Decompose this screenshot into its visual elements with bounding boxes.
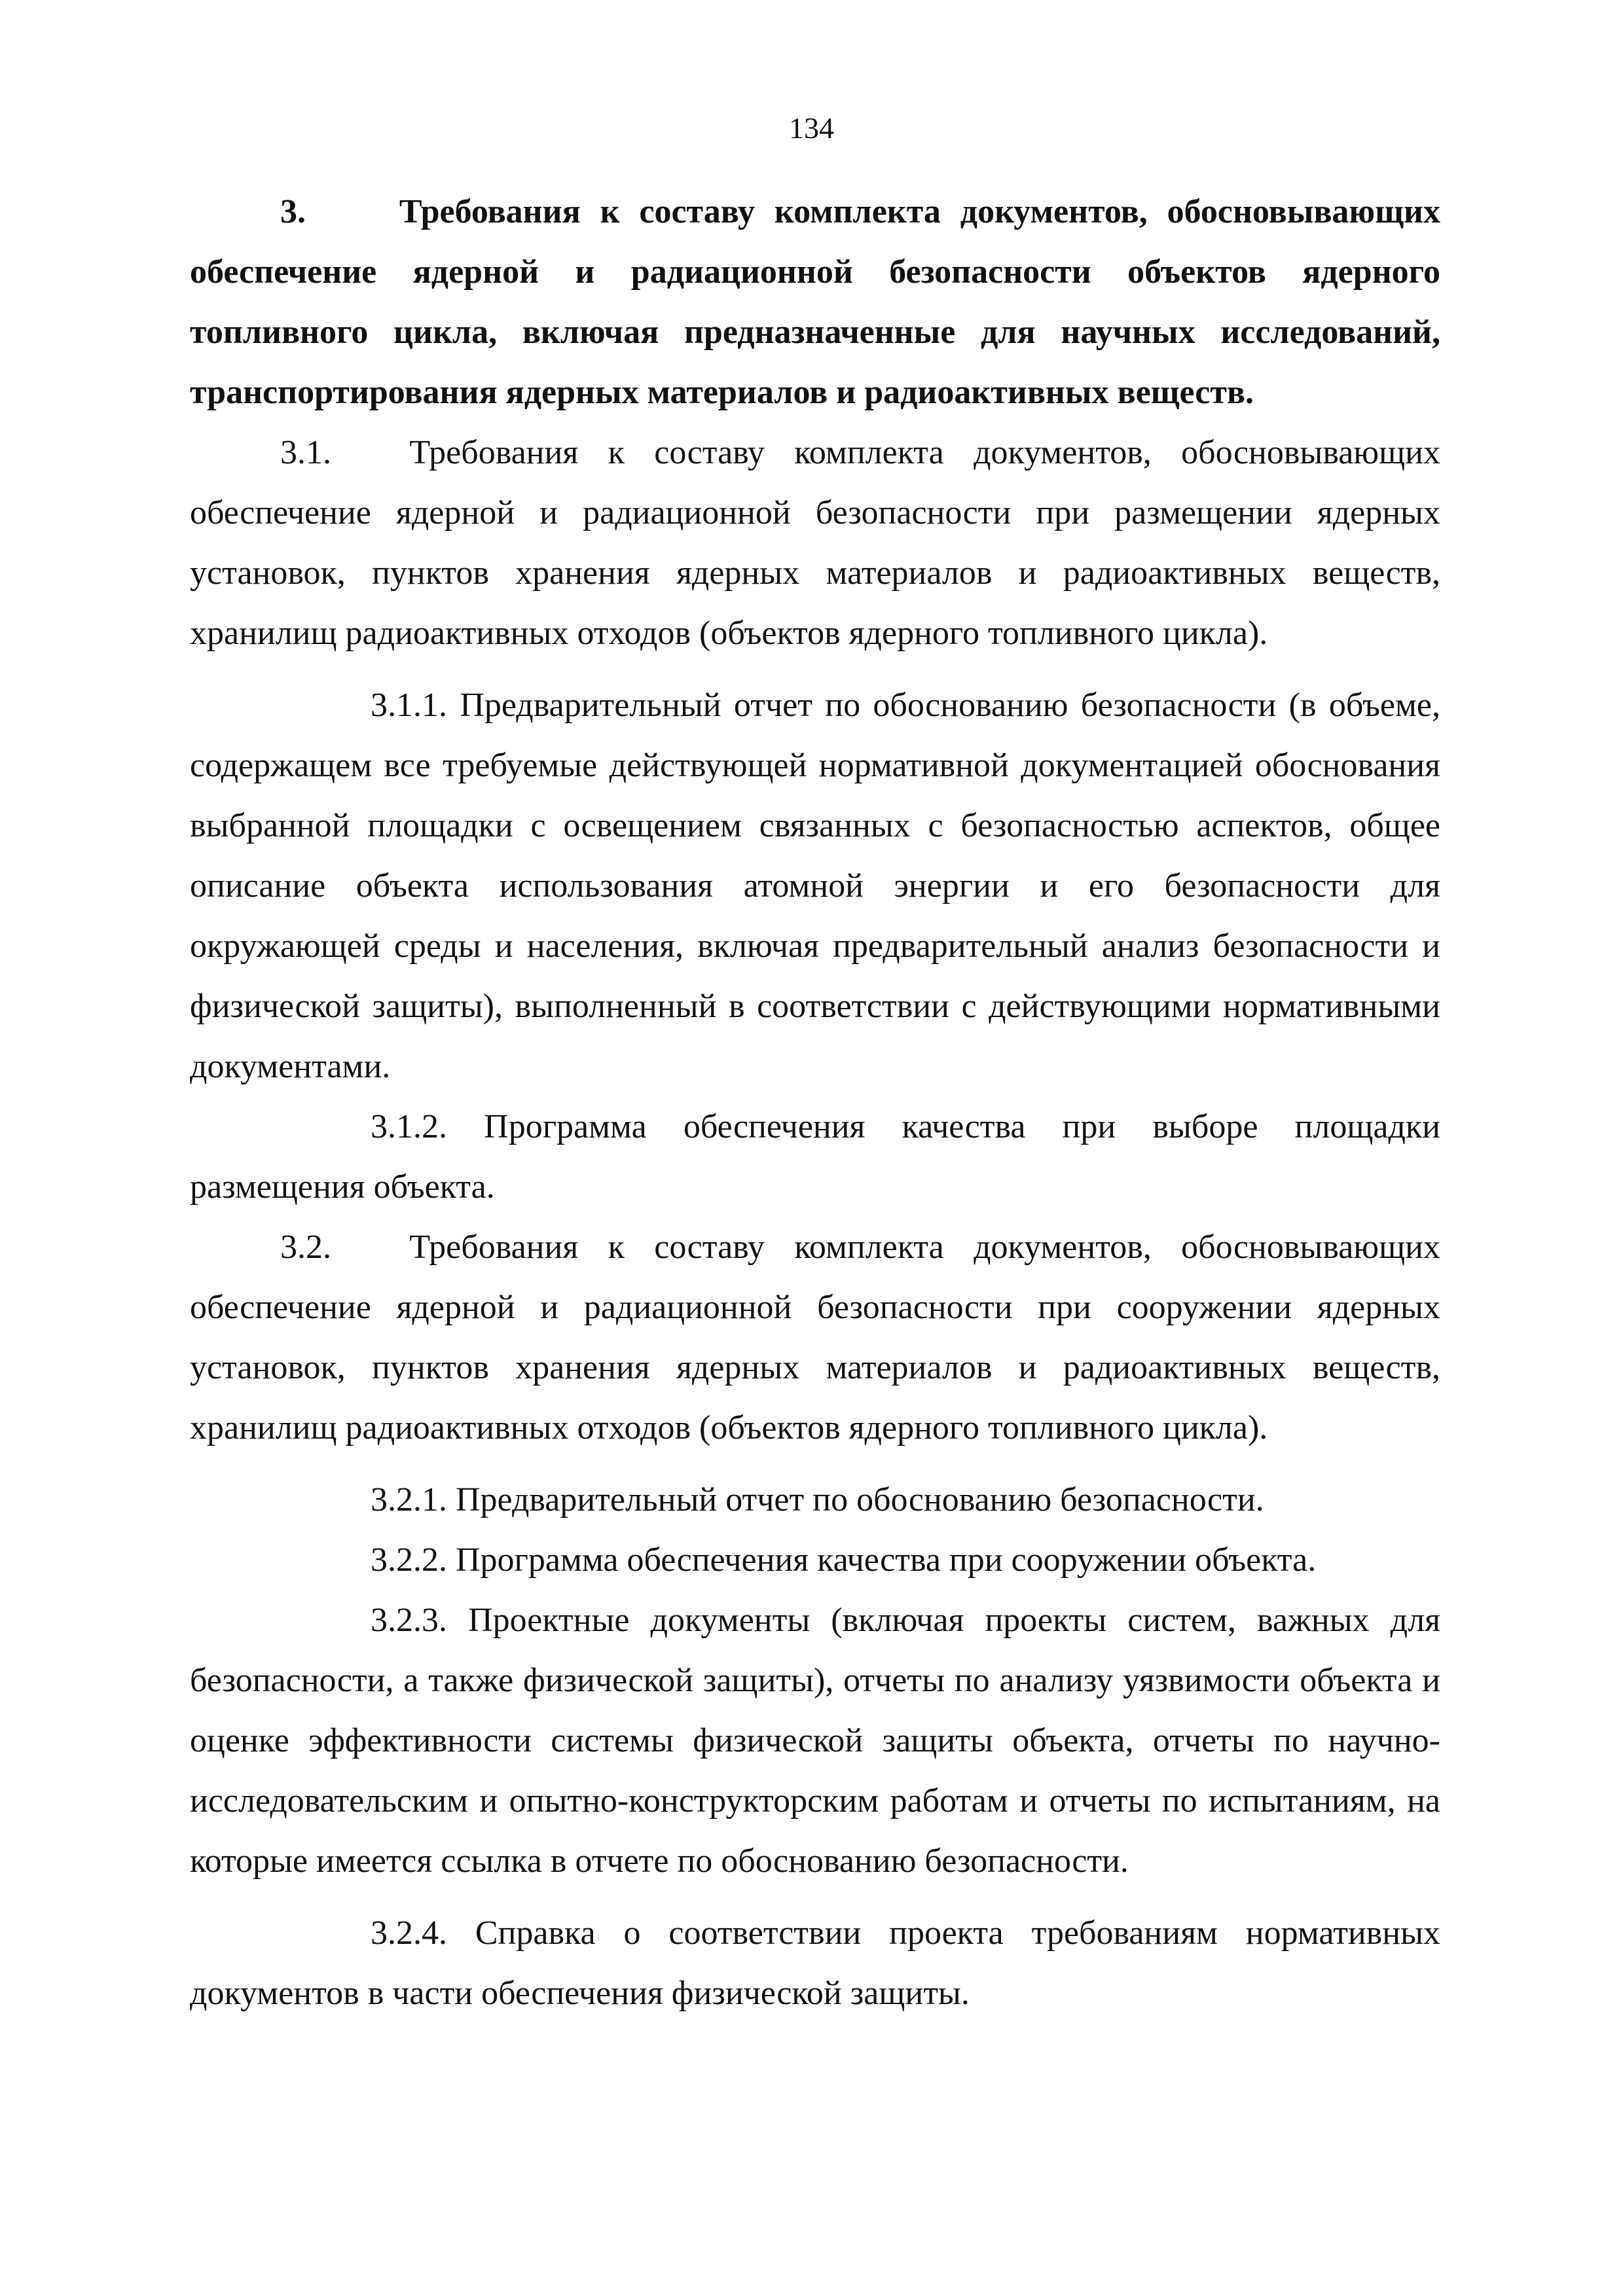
section-3-2-3	[190, 1590, 1440, 1892]
section-3-2-2	[190, 1530, 1440, 1590]
section-text: Требования к составу комплекта документов, обосновывающих обеспечение ядерной и радиационной безопасности при сооружении ядерных установок, пунктов хранения ядерных материалов и радиоактивных веществ, хранилищ радиоактивных отходов (объектов ядерного топливного цикла).	[190, 1229, 1441, 1446]
section-3-2-4	[190, 1903, 1440, 2024]
page-number: 134	[789, 111, 834, 145]
section-text: Предварительный отчет по обоснованию безопасности (в объеме, содержащем все требуемые действующей нормативной документацией обоснования выбранной площадки с освещением связанных с безопасностью аспектов, общее описание объекта использования атомной энергии и его безопасности для окружающей среды и населения, включая предварительный анализ безопасности и физической защиты), выполненный в соответствии с действующими нормативными документами.	[190, 687, 1440, 1085]
section-text: Программа обеспечения качества при выборе площадки размещения объекта.	[190, 1108, 1441, 1206]
section-3-1	[190, 423, 1440, 664]
section-number: 3.2.	[280, 1229, 331, 1266]
section-3-2-1	[190, 1470, 1440, 1530]
section-3-1-1	[190, 675, 1440, 1097]
section-number: 3.2.1.	[371, 1481, 447, 1518]
section-text: Программа обеспечения качества при сооружении объекта.	[456, 1541, 1317, 1579]
section-text: Требования к составу комплекта документов, обосновывающих обеспечение ядерной и радиационной безопасности при размещении ядерных установок, пунктов хранения ядерных материалов и радиоактивных веществ, хранилищ радиоактивных отходов (объектов ядерного топливного цикла).	[190, 434, 1441, 652]
section-number: 3.1.1.	[371, 687, 447, 724]
section-number: 3.	[280, 193, 306, 230]
section-number: 3.2.3.	[371, 1602, 447, 1639]
section-3-heading	[190, 182, 1440, 423]
section-text: Проектные документы (включая проекты систем, важных для безопасности, а также физической защиты), отчеты по анализу уязвимости объекта и оценке эффективности системы физической защиты объекта, отчеты по научно-исследовательским и опытно-конструкторским работам и отчеты по испытаниям, на которые имеется ссылка в отчете по обоснованию безопасности.	[190, 1602, 1440, 1880]
section-text: Требования к составу комплекта документов, обосновывающих обеспечение ядерной и радиационной безопасности объектов ядерного топливного цикла, включая предназначенные для научных исследований, транспортирования ядерных материалов и радиоактивных веществ.	[190, 193, 1440, 411]
section-text: Справка о соответствии проекта требованиям нормативных документов в части обеспечения физической защиты.	[190, 1914, 1441, 2012]
section-number: 3.1.	[280, 434, 331, 471]
section-3-2	[190, 1217, 1440, 1458]
section-3-1-2	[190, 1097, 1440, 1217]
section-number: 3.1.2.	[371, 1108, 447, 1145]
section-text: Предварительный отчет по обоснованию безопасности.	[456, 1481, 1264, 1518]
section-number: 3.2.2.	[371, 1541, 447, 1579]
section-number: 3.2.4.	[371, 1914, 447, 1952]
document-body	[190, 182, 1440, 2024]
